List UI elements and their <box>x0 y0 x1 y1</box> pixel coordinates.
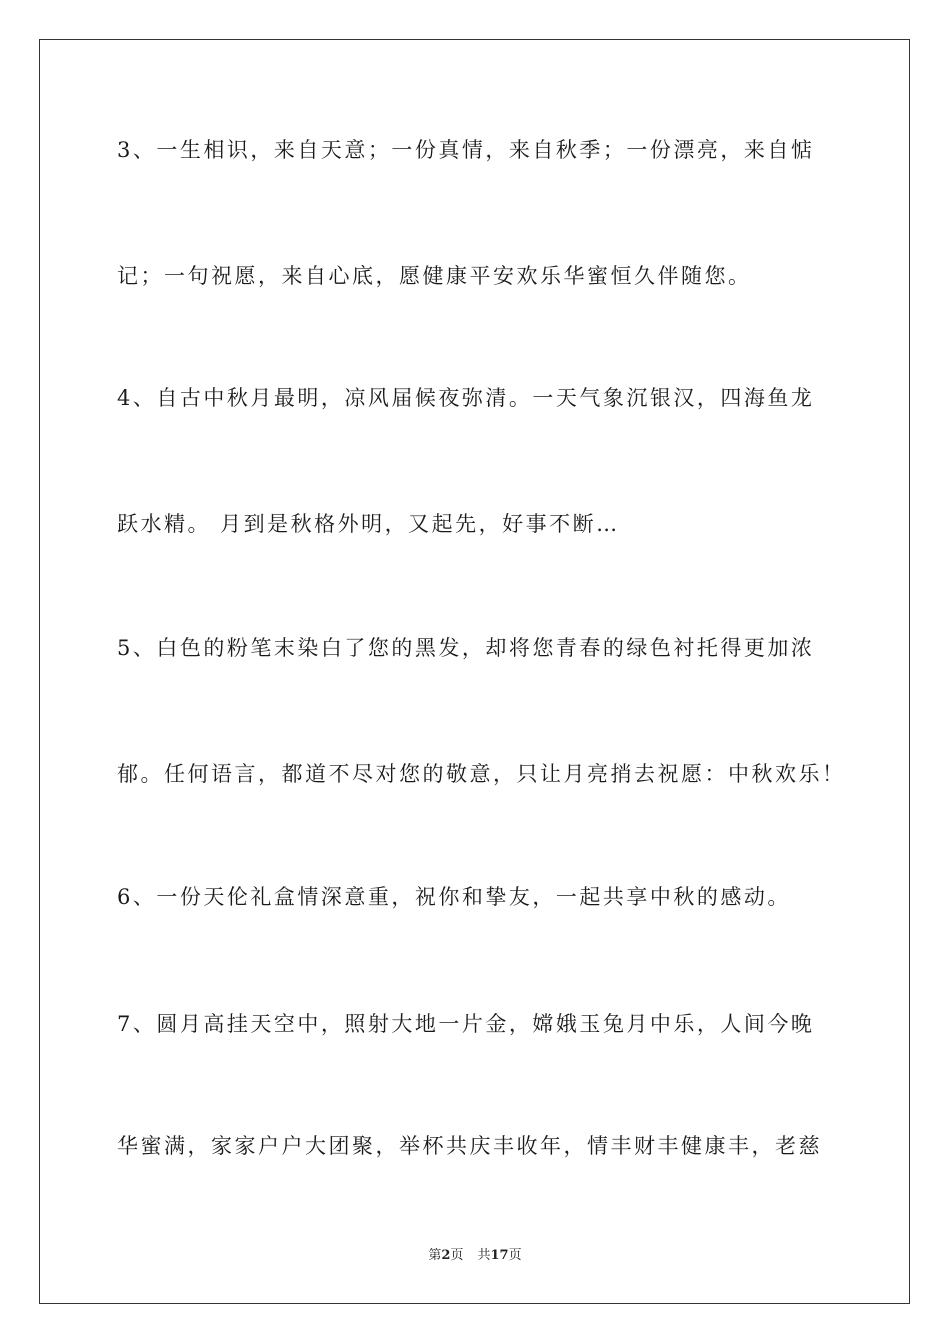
page-prefix: 第 <box>428 1248 442 1263</box>
total-prefix: 共 <box>477 1248 491 1263</box>
body-text-line: 郁。任何语言，都道不尽对您的敬意，只让月亮捎去祝愿：中秋欢乐！ <box>117 762 846 786</box>
body-text-line: 3、一生相识，来自天意；一份真情，来自秋季；一份漂亮，来自惦 <box>117 138 815 162</box>
body-text-line: 华蜜满，家家户户大团聚，举杯共庆丰收年，情丰财丰健康丰，老慈 <box>117 1134 822 1158</box>
body-text-line: 跃水精。 月到是秋格外明，又起先，好事不断… <box>117 512 620 536</box>
body-text-line: 7、圆月高挂天空中，照射大地一片金，嫦娥玉兔月中乐，人间今晚 <box>117 1012 815 1036</box>
total-pages: 17 <box>490 1248 509 1263</box>
page-border <box>39 39 910 1304</box>
body-text-line: 4、自古中秋月最明，凉风届候夜弥清。一天气象沉银汉，四海鱼龙 <box>117 386 815 410</box>
page-footer <box>0 1247 950 1265</box>
page-suffix: 页 <box>450 1248 464 1263</box>
body-text-line: 5、白色的粉笔末染白了您的黑发，却将您青春的绿色衬托得更加浓 <box>117 636 815 660</box>
total-suffix: 页 <box>508 1248 522 1263</box>
body-text-line: 6、一份天伦礼盒情深意重，祝你和挚友，一起共享中秋的感动。 <box>117 885 791 909</box>
page-number: 2 <box>441 1248 451 1263</box>
body-text-line: 记；一句祝愿，来自心底，愿健康平安欢乐华蜜恒久伴随您。 <box>117 264 752 288</box>
